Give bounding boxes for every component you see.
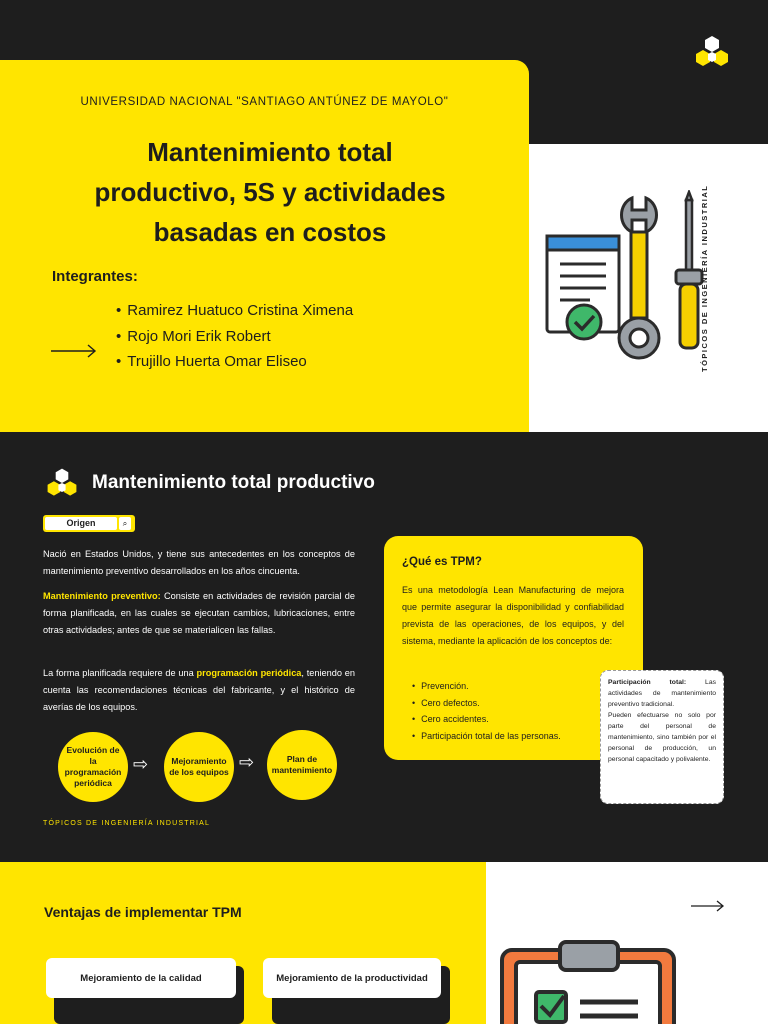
participation-line1: Las actividades de mantenimiento preventivo tradicional. bbox=[608, 679, 716, 708]
participation-line2: Pueden efectuarse no solo por parte del personal de mantenimiento, sino también por el personal de producción, un personal capacitado y polivalente. bbox=[608, 712, 716, 763]
cover-slide bbox=[0, 0, 768, 432]
participation-term: Participación total: bbox=[608, 679, 687, 686]
tpm-concept: • Prevención. bbox=[412, 678, 561, 695]
advantages-slide bbox=[0, 862, 768, 1024]
flow-step: Evolución de la programación periódica bbox=[58, 732, 128, 802]
bee-hive-logo-icon bbox=[692, 34, 732, 70]
preventive-term: Mantenimiento preventivo: bbox=[43, 591, 161, 601]
cover-title bbox=[30, 132, 510, 252]
member-item: • Trujillo Huerta Omar Eliseo bbox=[116, 349, 353, 375]
tools-icon bbox=[540, 190, 720, 365]
planned-suffix: , teniendo en cuenta las recomendaciones técnicas del fabricante, y el histórico de averías de los equipos. bbox=[43, 668, 355, 712]
course-footer: TÓPICOS DE INGENIERÍA INDUSTRIAL bbox=[43, 820, 211, 827]
participation-card bbox=[600, 670, 724, 804]
cover-title-line: basadas en costos bbox=[153, 217, 387, 247]
flow-arrow-icon: ⇨ bbox=[133, 754, 149, 774]
search-icon: ⌕ bbox=[119, 517, 131, 530]
flow-step: Plan de mantenimiento bbox=[267, 730, 337, 800]
planned-prefix: La forma planificada requiere de una bbox=[43, 668, 197, 678]
what-is-tpm-heading: ¿Qué es TPM? bbox=[402, 556, 482, 568]
bee-hive-logo-icon bbox=[44, 466, 80, 500]
origin-searchbar bbox=[43, 515, 135, 532]
members-label: Integrantes: bbox=[52, 268, 138, 285]
preventive-text: Consiste en actividades de revisión parcial de forma planificada, en las cuales se ejecutan cambios, lubricaciones, entre otras actividades; antes de que se materialicen las fallas. bbox=[43, 591, 355, 635]
member-item: • Rojo Mori Erik Robert bbox=[116, 324, 353, 350]
tpm-concept: • Cero defectos. bbox=[412, 695, 561, 712]
tpm-concept: • Participación total de las personas. bbox=[412, 728, 561, 745]
origin-label: Origen bbox=[45, 517, 117, 530]
tpm-concept: • Cero accidentes. bbox=[412, 711, 561, 728]
university-name: UNIVERSIDAD NACIONAL "SANTIAGO ANTÚNEZ DE MAYOLO" bbox=[80, 96, 449, 108]
flow-step: Mejoramiento de los equipos bbox=[164, 732, 234, 802]
member-item: • Ramirez Huatuco Cristina Ximena bbox=[116, 298, 353, 324]
advantages-title: Ventajas de implementar TPM bbox=[44, 904, 242, 920]
section-title: Mantenimiento total productivo bbox=[92, 472, 375, 493]
preventive-paragraph bbox=[43, 588, 355, 639]
cover-title-line: productivo, 5S y actividades bbox=[94, 177, 446, 207]
origin-paragraph: Nació en Estados Unidos, y tiene sus antecedentes en los conceptos de mantenimiento preventivo desarrollados en los años cincuenta. bbox=[43, 549, 355, 576]
tpm-concepts-list bbox=[412, 678, 561, 744]
arrow-right-icon bbox=[50, 342, 98, 360]
arrow-right-icon bbox=[690, 898, 726, 914]
advantage-card: Mejoramiento de la productividad bbox=[263, 958, 441, 998]
course-vertical-label: TÓPICOS DE INGENIERÍA INDUSTRIAL bbox=[700, 184, 709, 372]
advantage-card: Mejoramiento de la calidad bbox=[46, 958, 236, 998]
planned-paragraph bbox=[43, 665, 355, 716]
members-list bbox=[116, 298, 353, 375]
what-is-tpm-text: Es una metodología Lean Manufacturing de mejora que permite asegurar la disponibilidad y confiabilidad prevista de las operaciones, de los equipos, y del sistema, mediante la aplicación de los conceptos de: bbox=[402, 585, 624, 646]
clipboard-check-icon bbox=[496, 940, 682, 1024]
cover-title-line: Mantenimiento total bbox=[147, 137, 393, 167]
planned-term: programación periódica bbox=[196, 668, 302, 678]
flow-arrow-icon: ⇨ bbox=[239, 752, 255, 772]
tpm-slide bbox=[0, 432, 768, 862]
